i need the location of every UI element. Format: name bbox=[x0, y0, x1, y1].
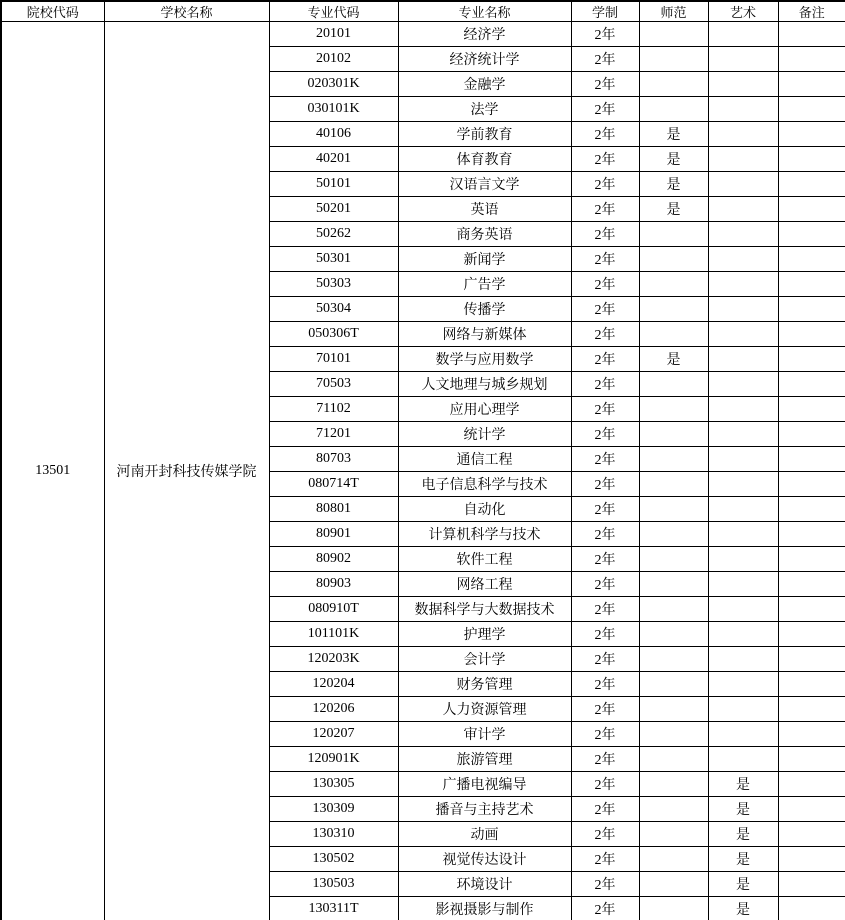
duration-cell: 2年 bbox=[571, 497, 639, 522]
major-name-cell: 广告学 bbox=[398, 272, 571, 297]
duration-cell: 2年 bbox=[571, 472, 639, 497]
remark-cell bbox=[778, 597, 845, 622]
major-name-cell: 动画 bbox=[398, 822, 571, 847]
art-cell: 是 bbox=[708, 897, 778, 920]
duration-cell: 2年 bbox=[571, 597, 639, 622]
major-name-cell: 学前教育 bbox=[398, 122, 571, 147]
art-cell bbox=[708, 322, 778, 347]
art-cell bbox=[708, 747, 778, 772]
major-code-cell: 20102 bbox=[269, 47, 398, 72]
art-cell bbox=[708, 672, 778, 697]
remark-cell bbox=[778, 247, 845, 272]
art-cell bbox=[708, 397, 778, 422]
remark-cell bbox=[778, 322, 845, 347]
remark-cell bbox=[778, 672, 845, 697]
normal-cell bbox=[639, 447, 708, 472]
major-name-cell: 金融学 bbox=[398, 72, 571, 97]
normal-cell bbox=[639, 797, 708, 822]
normal-cell bbox=[639, 397, 708, 422]
column-header-normal: 师范 bbox=[639, 1, 708, 22]
major-name-cell: 网络工程 bbox=[398, 572, 571, 597]
normal-cell bbox=[639, 847, 708, 872]
duration-cell: 2年 bbox=[571, 647, 639, 672]
major-name-cell: 自动化 bbox=[398, 497, 571, 522]
normal-cell bbox=[639, 372, 708, 397]
duration-cell: 2年 bbox=[571, 47, 639, 72]
major-name-cell: 广播电视编导 bbox=[398, 772, 571, 797]
major-code-cell: 80703 bbox=[269, 447, 398, 472]
remark-cell bbox=[778, 722, 845, 747]
duration-cell: 2年 bbox=[571, 622, 639, 647]
art-cell bbox=[708, 147, 778, 172]
remark-cell bbox=[778, 372, 845, 397]
remark-cell bbox=[778, 747, 845, 772]
major-code-cell: 101101K bbox=[269, 622, 398, 647]
normal-cell bbox=[639, 47, 708, 72]
normal-cell bbox=[639, 72, 708, 97]
major-name-cell: 会计学 bbox=[398, 647, 571, 672]
school-name-cell: 河南开封科技传媒学院 bbox=[104, 22, 269, 920]
duration-cell: 2年 bbox=[571, 147, 639, 172]
header-row bbox=[1, 1, 845, 22]
art-cell: 是 bbox=[708, 822, 778, 847]
major-code-cell: 120206 bbox=[269, 697, 398, 722]
remark-cell bbox=[778, 422, 845, 447]
column-header-remark: 备注 bbox=[778, 1, 845, 22]
major-name-cell: 通信工程 bbox=[398, 447, 571, 472]
remark-cell bbox=[778, 147, 845, 172]
major-code-cell: 120207 bbox=[269, 722, 398, 747]
duration-cell: 2年 bbox=[571, 822, 639, 847]
remark-cell bbox=[778, 822, 845, 847]
major-code-cell: 130309 bbox=[269, 797, 398, 822]
art-cell bbox=[708, 422, 778, 447]
normal-cell bbox=[639, 647, 708, 672]
art-cell bbox=[708, 497, 778, 522]
art-cell bbox=[708, 97, 778, 122]
major-code-cell: 70101 bbox=[269, 347, 398, 372]
normal-cell bbox=[639, 322, 708, 347]
normal-cell bbox=[639, 772, 708, 797]
normal-cell bbox=[639, 897, 708, 920]
duration-cell: 2年 bbox=[571, 222, 639, 247]
art-cell bbox=[708, 697, 778, 722]
remark-cell bbox=[778, 197, 845, 222]
normal-cell: 是 bbox=[639, 172, 708, 197]
art-cell bbox=[708, 547, 778, 572]
art-cell bbox=[708, 272, 778, 297]
remark-cell bbox=[778, 272, 845, 297]
duration-cell: 2年 bbox=[571, 97, 639, 122]
duration-cell: 2年 bbox=[571, 397, 639, 422]
major-name-cell: 新闻学 bbox=[398, 247, 571, 272]
remark-cell bbox=[778, 397, 845, 422]
table-body bbox=[1, 22, 845, 920]
remark-cell bbox=[778, 172, 845, 197]
duration-cell: 2年 bbox=[571, 522, 639, 547]
remark-cell bbox=[778, 547, 845, 572]
major-code-cell: 50303 bbox=[269, 272, 398, 297]
major-name-cell: 商务英语 bbox=[398, 222, 571, 247]
duration-cell: 2年 bbox=[571, 422, 639, 447]
duration-cell: 2年 bbox=[571, 772, 639, 797]
duration-cell: 2年 bbox=[571, 722, 639, 747]
remark-cell bbox=[778, 122, 845, 147]
major-code-cell: 080910T bbox=[269, 597, 398, 622]
major-code-cell: 030101K bbox=[269, 97, 398, 122]
normal-cell bbox=[639, 497, 708, 522]
major-code-cell: 71201 bbox=[269, 422, 398, 447]
duration-cell: 2年 bbox=[571, 872, 639, 897]
normal-cell bbox=[639, 222, 708, 247]
art-cell bbox=[708, 622, 778, 647]
art-cell bbox=[708, 122, 778, 147]
major-code-cell: 130503 bbox=[269, 872, 398, 897]
remark-cell bbox=[778, 47, 845, 72]
column-header-art: 艺术 bbox=[708, 1, 778, 22]
column-header-major_code: 专业代码 bbox=[269, 1, 398, 22]
normal-cell bbox=[639, 547, 708, 572]
column-header-duration: 学制 bbox=[571, 1, 639, 22]
major-name-cell: 护理学 bbox=[398, 622, 571, 647]
major-name-cell: 人力资源管理 bbox=[398, 697, 571, 722]
major-code-cell: 70503 bbox=[269, 372, 398, 397]
major-code-cell: 71102 bbox=[269, 397, 398, 422]
normal-cell bbox=[639, 697, 708, 722]
major-code-cell: 80901 bbox=[269, 522, 398, 547]
normal-cell bbox=[639, 672, 708, 697]
duration-cell: 2年 bbox=[571, 547, 639, 572]
duration-cell: 2年 bbox=[571, 22, 639, 47]
major-name-cell: 经济学 bbox=[398, 22, 571, 47]
art-cell bbox=[708, 47, 778, 72]
art-cell bbox=[708, 347, 778, 372]
institution-code-cell: 13501 bbox=[1, 22, 104, 920]
remark-cell bbox=[778, 572, 845, 597]
remark-cell bbox=[778, 797, 845, 822]
major-code-cell: 020301K bbox=[269, 72, 398, 97]
major-code-cell: 080714T bbox=[269, 472, 398, 497]
normal-cell bbox=[639, 22, 708, 47]
art-cell: 是 bbox=[708, 847, 778, 872]
remark-cell bbox=[778, 622, 845, 647]
major-name-cell: 英语 bbox=[398, 197, 571, 222]
duration-cell: 2年 bbox=[571, 247, 639, 272]
normal-cell bbox=[639, 97, 708, 122]
normal-cell bbox=[639, 522, 708, 547]
remark-cell bbox=[778, 447, 845, 472]
normal-cell bbox=[639, 622, 708, 647]
major-name-cell: 经济统计学 bbox=[398, 47, 571, 72]
major-code-cell: 50301 bbox=[269, 247, 398, 272]
remark-cell bbox=[778, 472, 845, 497]
column-header-institution_code: 院校代码 bbox=[1, 1, 104, 22]
major-name-cell: 数据科学与大数据技术 bbox=[398, 597, 571, 622]
remark-cell bbox=[778, 97, 845, 122]
major-code-cell: 50101 bbox=[269, 172, 398, 197]
art-cell bbox=[708, 472, 778, 497]
art-cell bbox=[708, 197, 778, 222]
normal-cell bbox=[639, 722, 708, 747]
remark-cell bbox=[778, 872, 845, 897]
art-cell bbox=[708, 572, 778, 597]
remark-cell bbox=[778, 522, 845, 547]
art-cell bbox=[708, 447, 778, 472]
normal-cell: 是 bbox=[639, 347, 708, 372]
major-name-cell: 财务管理 bbox=[398, 672, 571, 697]
normal-cell bbox=[639, 422, 708, 447]
duration-cell: 2年 bbox=[571, 697, 639, 722]
normal-cell bbox=[639, 472, 708, 497]
duration-cell: 2年 bbox=[571, 672, 639, 697]
major-name-cell: 汉语言文学 bbox=[398, 172, 571, 197]
duration-cell: 2年 bbox=[571, 447, 639, 472]
duration-cell: 2年 bbox=[571, 847, 639, 872]
art-cell bbox=[708, 647, 778, 672]
major-code-cell: 50304 bbox=[269, 297, 398, 322]
major-code-cell: 50201 bbox=[269, 197, 398, 222]
major-code-cell: 80902 bbox=[269, 547, 398, 572]
duration-cell: 2年 bbox=[571, 297, 639, 322]
table-row bbox=[1, 22, 845, 47]
duration-cell: 2年 bbox=[571, 172, 639, 197]
major-code-cell: 50262 bbox=[269, 222, 398, 247]
normal-cell bbox=[639, 272, 708, 297]
remark-cell bbox=[778, 497, 845, 522]
major-name-cell: 影视摄影与制作 bbox=[398, 897, 571, 920]
normal-cell bbox=[639, 822, 708, 847]
major-name-cell: 数学与应用数学 bbox=[398, 347, 571, 372]
major-name-cell: 旅游管理 bbox=[398, 747, 571, 772]
normal-cell: 是 bbox=[639, 122, 708, 147]
duration-cell: 2年 bbox=[571, 322, 639, 347]
major-name-cell: 环境设计 bbox=[398, 872, 571, 897]
remark-cell bbox=[778, 22, 845, 47]
major-code-cell: 130310 bbox=[269, 822, 398, 847]
normal-cell bbox=[639, 297, 708, 322]
art-cell: 是 bbox=[708, 772, 778, 797]
major-name-cell: 传播学 bbox=[398, 297, 571, 322]
art-cell bbox=[708, 372, 778, 397]
art-cell: 是 bbox=[708, 797, 778, 822]
remark-cell bbox=[778, 847, 845, 872]
major-name-cell: 软件工程 bbox=[398, 547, 571, 572]
major-code-cell: 120203K bbox=[269, 647, 398, 672]
duration-cell: 2年 bbox=[571, 72, 639, 97]
art-cell bbox=[708, 22, 778, 47]
column-header-major_name: 专业名称 bbox=[398, 1, 571, 22]
major-code-cell: 130311T bbox=[269, 897, 398, 920]
art-cell: 是 bbox=[708, 872, 778, 897]
major-name-cell: 播音与主持艺术 bbox=[398, 797, 571, 822]
major-code-cell: 40106 bbox=[269, 122, 398, 147]
normal-cell bbox=[639, 597, 708, 622]
major-code-cell: 80801 bbox=[269, 497, 398, 522]
duration-cell: 2年 bbox=[571, 347, 639, 372]
duration-cell: 2年 bbox=[571, 572, 639, 597]
major-code-cell: 050306T bbox=[269, 322, 398, 347]
duration-cell: 2年 bbox=[571, 897, 639, 920]
normal-cell: 是 bbox=[639, 147, 708, 172]
art-cell bbox=[708, 247, 778, 272]
normal-cell bbox=[639, 572, 708, 597]
normal-cell bbox=[639, 872, 708, 897]
major-code-cell: 120204 bbox=[269, 672, 398, 697]
duration-cell: 2年 bbox=[571, 197, 639, 222]
major-name-cell: 体育教育 bbox=[398, 147, 571, 172]
duration-cell: 2年 bbox=[571, 122, 639, 147]
normal-cell bbox=[639, 247, 708, 272]
major-code-cell: 120901K bbox=[269, 747, 398, 772]
normal-cell: 是 bbox=[639, 197, 708, 222]
art-cell bbox=[708, 522, 778, 547]
normal-cell bbox=[639, 747, 708, 772]
major-name-cell: 统计学 bbox=[398, 422, 571, 447]
major-name-cell: 人文地理与城乡规划 bbox=[398, 372, 571, 397]
art-cell bbox=[708, 172, 778, 197]
remark-cell bbox=[778, 347, 845, 372]
major-code-cell: 20101 bbox=[269, 22, 398, 47]
remark-cell bbox=[778, 222, 845, 247]
major-name-cell: 视觉传达设计 bbox=[398, 847, 571, 872]
art-cell bbox=[708, 222, 778, 247]
remark-cell bbox=[778, 897, 845, 920]
major-name-cell: 应用心理学 bbox=[398, 397, 571, 422]
remark-cell bbox=[778, 72, 845, 97]
duration-cell: 2年 bbox=[571, 372, 639, 397]
duration-cell: 2年 bbox=[571, 272, 639, 297]
major-name-cell: 电子信息科学与技术 bbox=[398, 472, 571, 497]
remark-cell bbox=[778, 697, 845, 722]
major-name-cell: 法学 bbox=[398, 97, 571, 122]
major-code-cell: 130305 bbox=[269, 772, 398, 797]
major-code-cell: 130502 bbox=[269, 847, 398, 872]
major-name-cell: 计算机科学与技术 bbox=[398, 522, 571, 547]
major-name-cell: 审计学 bbox=[398, 722, 571, 747]
remark-cell bbox=[778, 297, 845, 322]
remark-cell bbox=[778, 772, 845, 797]
major-code-cell: 40201 bbox=[269, 147, 398, 172]
art-cell bbox=[708, 297, 778, 322]
column-header-school_name: 学校名称 bbox=[104, 1, 269, 22]
art-cell bbox=[708, 722, 778, 747]
art-cell bbox=[708, 597, 778, 622]
duration-cell: 2年 bbox=[571, 797, 639, 822]
remark-cell bbox=[778, 647, 845, 672]
major-name-cell: 网络与新媒体 bbox=[398, 322, 571, 347]
art-cell bbox=[708, 72, 778, 97]
duration-cell: 2年 bbox=[571, 747, 639, 772]
major-code-cell: 80903 bbox=[269, 572, 398, 597]
